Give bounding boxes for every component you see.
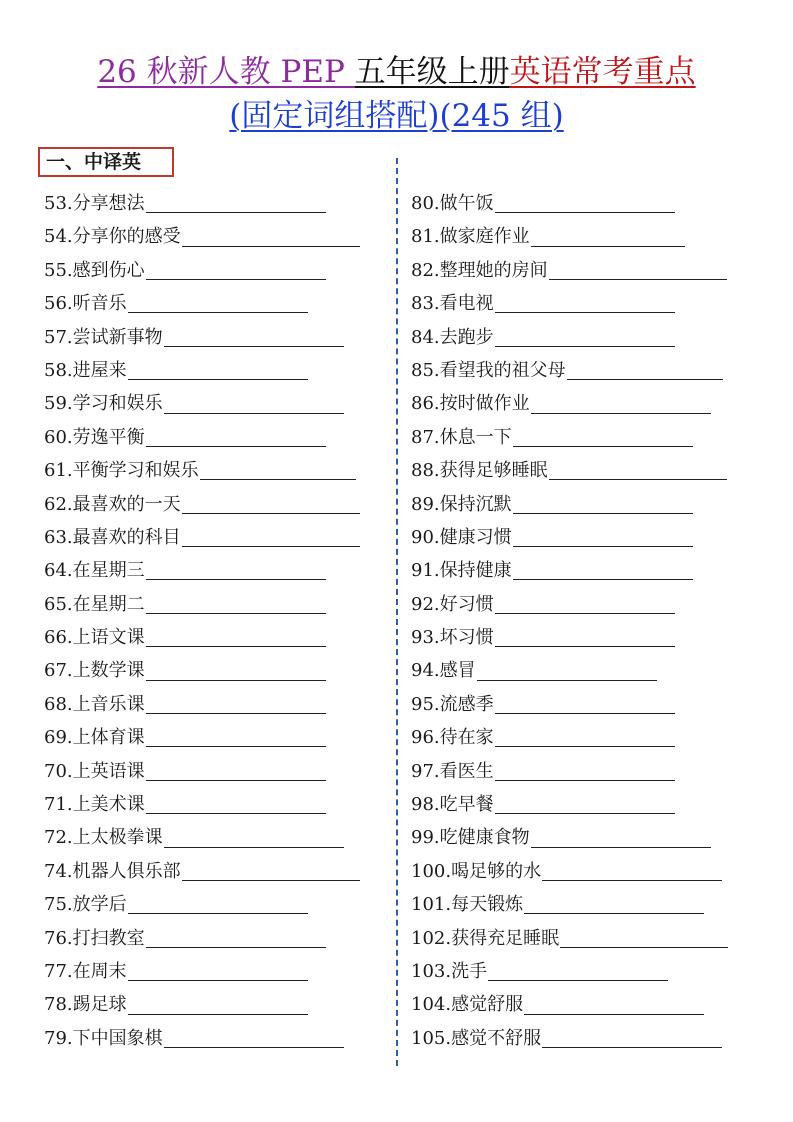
exercise-prompt: 90.健康习惯: [411, 526, 512, 548]
exercise-prompt: 76.打扫教室: [44, 927, 145, 949]
exercise-item: [44, 321, 360, 354]
title-segment: 26 秋新人教 PEP: [97, 54, 355, 90]
answer-blank[interactable]: [164, 1029, 344, 1048]
exercise-prompt: 59.学习和娱乐: [44, 393, 163, 415]
exercise-prompt: 105.感觉不舒服: [411, 1027, 542, 1049]
exercise-item: [411, 321, 728, 354]
exercise-item: [411, 988, 728, 1021]
exercise-item: [411, 521, 728, 554]
title-line-2: [0, 96, 793, 136]
exercise-item: [44, 454, 360, 487]
answer-blank[interactable]: [513, 528, 693, 547]
exercise-item: [44, 955, 360, 988]
answer-blank[interactable]: [495, 628, 675, 647]
answer-blank[interactable]: [549, 461, 727, 480]
answer-blank[interactable]: [164, 328, 344, 347]
exercise-item: [44, 721, 360, 754]
exercise-item: [411, 788, 728, 821]
exercise-item: [44, 554, 360, 587]
exercise-prompt: 69.上体育课: [44, 727, 145, 749]
answer-blank[interactable]: [182, 495, 360, 514]
exercise-item: [411, 855, 728, 888]
exercise-prompt: 66.上语文课: [44, 627, 145, 649]
title-segment: 五年级上册: [354, 54, 510, 90]
exercise-prompt: 55.感到伤心: [44, 259, 145, 281]
exercise-prompt: 58.进屋来: [44, 359, 127, 381]
exercise-prompt: 63.最喜欢的科目: [44, 526, 181, 548]
answer-blank[interactable]: [542, 1029, 722, 1048]
exercise-prompt: 57.尝试新事物: [44, 326, 163, 348]
exercise-prompt: 91.保持健康: [411, 560, 512, 582]
exercise-prompt: 86.按时做作业: [411, 393, 530, 415]
exercise-prompt: 88.获得足够睡眠: [411, 460, 548, 482]
exercise-prompt: 82.整理她的房间: [411, 259, 548, 281]
exercise-prompt: 53.分享想法: [44, 193, 145, 214]
exercise-item: [44, 888, 360, 921]
exercise-prompt: 87.休息一下: [411, 426, 512, 448]
right-column: [411, 187, 728, 1055]
exercise-item: [411, 287, 728, 320]
answer-blank[interactable]: [524, 996, 704, 1015]
answer-blank[interactable]: [146, 428, 326, 447]
exercise-prompt: 101.每天锻炼: [411, 894, 524, 916]
exercise-prompt: 81.做家庭作业: [411, 226, 530, 248]
answer-blank[interactable]: [542, 862, 722, 881]
exercise-item: [411, 421, 728, 454]
title-line-1: [0, 52, 793, 92]
answer-blank[interactable]: [477, 662, 657, 681]
exercise-prompt: 62.最喜欢的一天: [44, 493, 181, 515]
exercise-prompt: 80.做午饭: [411, 193, 494, 214]
exercise-prompt: 77.在周末: [44, 960, 127, 982]
answer-blank[interactable]: [495, 762, 675, 781]
answer-blank[interactable]: [495, 795, 675, 814]
exercise-item: [44, 220, 360, 253]
exercise-prompt: 68.上音乐课: [44, 693, 145, 715]
exercise-prompt: 70.上英语课: [44, 760, 145, 782]
answer-blank[interactable]: [560, 929, 728, 948]
exercise-prompt: 104.感觉舒服: [411, 994, 524, 1016]
exercise-prompt: 95.流感季: [411, 693, 494, 715]
exercise-item: [44, 1022, 360, 1055]
answer-blank[interactable]: [495, 695, 675, 714]
answer-blank[interactable]: [146, 762, 326, 781]
exercise-item: [44, 521, 360, 554]
exercise-prompt: 64.在星期三: [44, 560, 145, 582]
exercise-prompt: 89.保持沉默: [411, 493, 512, 515]
exercise-item: [411, 588, 728, 621]
exercise-item: [44, 855, 360, 888]
answer-blank[interactable]: [531, 228, 685, 247]
exercise-item: [44, 254, 360, 287]
exercise-prompt: 61.平衡学习和娱乐: [44, 460, 199, 482]
exercise-item: [44, 588, 360, 621]
exercise-prompt: 97.看医生: [411, 760, 494, 782]
exercise-prompt: 103.洗手: [411, 960, 488, 982]
exercise-item: [44, 654, 360, 687]
exercise-item: [411, 654, 728, 687]
answer-blank[interactable]: [146, 194, 326, 213]
answer-blank[interactable]: [164, 395, 344, 414]
exercise-item: [44, 755, 360, 788]
exercise-item: [44, 922, 360, 955]
exercise-item: [411, 387, 728, 420]
exercise-item: [411, 187, 728, 220]
answer-blank[interactable]: [146, 662, 326, 681]
answer-blank[interactable]: [146, 628, 326, 647]
exercise-item: [411, 354, 728, 387]
answer-blank[interactable]: [146, 561, 326, 580]
answer-blank[interactable]: [531, 829, 711, 848]
exercise-item: [411, 922, 728, 955]
exercise-item: [44, 421, 360, 454]
exercise-item: [44, 988, 360, 1021]
answer-blank[interactable]: [524, 895, 704, 914]
section-heading-label: 一、中译英: [46, 151, 142, 173]
answer-blank[interactable]: [146, 595, 326, 614]
exercise-prompt: 93.坏习惯: [411, 627, 494, 649]
exercise-prompt: 60.劳逸平衡: [44, 426, 145, 448]
section-heading: [38, 147, 174, 177]
answer-blank[interactable]: [182, 228, 360, 247]
answer-blank[interactable]: [146, 261, 326, 280]
title-segment: (固定词组搭配)(245 组): [229, 98, 564, 134]
exercise-item: [411, 220, 728, 253]
exercise-prompt: 78.踢足球: [44, 994, 127, 1016]
exercise-prompt: 85.看望我的祖父母: [411, 359, 566, 381]
exercise-prompt: 94.感冒: [411, 660, 476, 682]
answer-blank[interactable]: [531, 395, 711, 414]
exercise-prompt: 54.分享你的感受: [44, 226, 181, 248]
answer-blank[interactable]: [182, 862, 360, 881]
exercise-prompt: 92.好习惯: [411, 593, 494, 615]
answer-blank[interactable]: [495, 194, 675, 213]
title-segment: 英语常考重点: [509, 54, 696, 90]
exercise-item: [44, 187, 360, 220]
answer-blank[interactable]: [128, 962, 308, 981]
exercise-item: [44, 287, 360, 320]
exercise-prompt: 75.放学后: [44, 894, 127, 916]
answer-blank[interactable]: [513, 428, 693, 447]
answer-blank[interactable]: [164, 829, 344, 848]
left-column: [44, 187, 360, 1055]
exercise-prompt: 84.去跑步: [411, 326, 494, 348]
exercise-prompt: 98.吃早餐: [411, 794, 494, 816]
answer-blank[interactable]: [146, 728, 326, 747]
exercise-item: [44, 688, 360, 721]
exercise-item: [411, 821, 728, 854]
exercise-item: [411, 1022, 728, 1055]
exercise-prompt: 99.吃健康食物: [411, 827, 530, 849]
exercise-prompt: 79.下中国象棋: [44, 1027, 163, 1049]
answer-blank[interactable]: [513, 495, 693, 514]
exercise-prompt: 100.喝足够的水: [411, 860, 542, 882]
answer-blank[interactable]: [128, 996, 308, 1015]
exercise-prompt: 71.上美术课: [44, 794, 145, 816]
exercise-item: [411, 755, 728, 788]
exercise-item: [44, 788, 360, 821]
exercise-prompt: 96.待在家: [411, 727, 494, 749]
answer-blank[interactable]: [128, 895, 308, 914]
exercise-item: [411, 554, 728, 587]
exercise-prompt: 74.机器人俱乐部: [44, 860, 181, 882]
exercise-item: [44, 621, 360, 654]
exercise-item: [44, 488, 360, 521]
exercise-item: [411, 454, 728, 487]
exercise-item: [411, 688, 728, 721]
exercise-prompt: 67.上数学课: [44, 660, 145, 682]
exercise-item: [411, 621, 728, 654]
answer-blank[interactable]: [146, 795, 326, 814]
answer-blank[interactable]: [182, 528, 360, 547]
exercise-item: [44, 354, 360, 387]
exercise-prompt: 83.看电视: [411, 293, 494, 315]
answer-blank[interactable]: [128, 361, 308, 380]
exercise-item: [411, 488, 728, 521]
exercise-item: [411, 254, 728, 287]
answer-blank[interactable]: [567, 361, 723, 380]
answer-blank[interactable]: [495, 328, 675, 347]
answer-blank[interactable]: [488, 962, 668, 981]
exercise-item: [44, 821, 360, 854]
exercise-item: [411, 955, 728, 988]
answer-blank[interactable]: [495, 294, 675, 313]
exercise-prompt: 72.上太极拳课: [44, 827, 163, 849]
answer-blank[interactable]: [549, 261, 727, 280]
answer-blank[interactable]: [146, 695, 326, 714]
answer-blank[interactable]: [128, 294, 308, 313]
answer-blank[interactable]: [513, 561, 693, 580]
exercise-item: [411, 888, 728, 921]
answer-blank[interactable]: [495, 595, 675, 614]
answer-blank[interactable]: [146, 929, 326, 948]
answer-blank[interactable]: [200, 461, 356, 480]
exercise-prompt: 56.听音乐: [44, 293, 127, 315]
exercise-prompt: 102.获得充足睡眠: [411, 927, 560, 949]
exercise-item: [411, 721, 728, 754]
exercise-prompt: 65.在星期二: [44, 593, 145, 615]
column-divider: [396, 158, 398, 1066]
exercise-item: [44, 387, 360, 420]
answer-blank[interactable]: [495, 728, 675, 747]
